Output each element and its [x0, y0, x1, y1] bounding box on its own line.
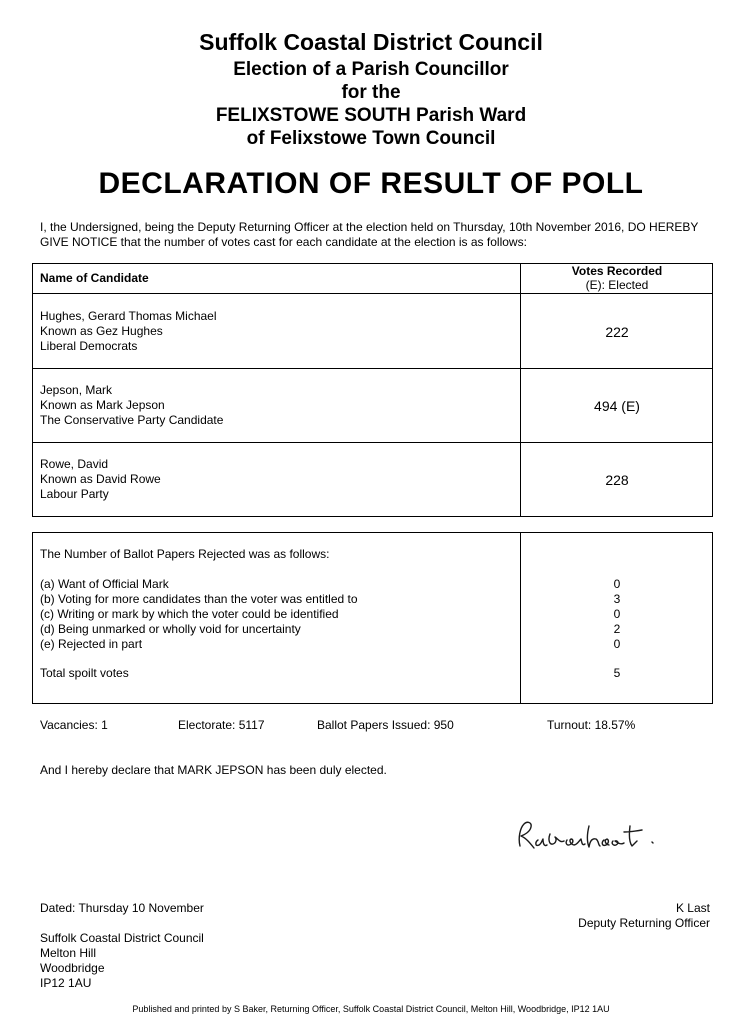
turnout: Turnout: 18.57%	[547, 718, 636, 732]
declaration-heading: DECLARATION OF RESULT OF POLL	[98, 167, 644, 200]
address-line: Suffolk Coastal District Council	[40, 931, 204, 945]
rejected-count: 0	[613, 607, 621, 621]
candidate-votes: 222	[605, 324, 629, 340]
rejected-reason: (d) Being unmarked or wholly void for uncertainty	[40, 622, 301, 636]
col-votes-subheader: (E): Elected	[585, 278, 649, 292]
dated: Dated: Thursday 10 November	[40, 901, 204, 915]
candidate-known-as: Known as Mark Jepson	[40, 398, 165, 412]
rejected-count: 2	[613, 622, 621, 636]
candidate-known-as: Known as Gez Hughes	[40, 324, 163, 338]
publication-footer: Published and printed by S Baker, Returning Officer, Suffolk Coastal District Council, Melton Hill, Woodbridge, IP12 1AU	[132, 1004, 610, 1014]
ward-name: FELIXSTOWE SOUTH Parish Ward	[215, 105, 527, 126]
election-for: for the	[341, 82, 401, 103]
officer-title: Deputy Returning Officer	[578, 916, 710, 930]
town-council: of Felixstowe Town Council	[246, 128, 496, 149]
rejected-count: 0	[613, 577, 621, 591]
election-title: Election of a Parish Councillor	[233, 59, 509, 80]
address-line: Woodbridge	[40, 961, 105, 975]
col-votes-header: Votes Recorded	[571, 264, 663, 278]
signature-text: K Last	[512, 812, 515, 813]
intro-notice: I, the Undersigned, being the Deputy Returning Officer at the election held on Thursday, 10th November 2016, DO HEREBY GIVE NOTICE that the number of votes cast for each candidate at the election is as follows:	[40, 220, 699, 249]
col-name-header: Name of Candidate	[40, 271, 149, 285]
candidate-name: Rowe, David	[40, 457, 109, 471]
candidate-known-as: Known as David Rowe	[40, 472, 161, 486]
rejected-count: 0	[613, 637, 621, 651]
officer-name: K Last	[675, 901, 710, 915]
total-spoilt-value: 5	[613, 666, 621, 680]
candidate-name: Jepson, Mark	[40, 383, 113, 397]
address-line: IP12 1AU	[40, 976, 92, 990]
rejected-reason: (c) Writing or mark by which the voter could be identified	[40, 607, 339, 621]
address-line: Melton Hill	[40, 946, 97, 960]
candidate-party: Labour Party	[40, 487, 109, 501]
rejected-heading: The Number of Ballot Papers Rejected was as follows:	[40, 547, 330, 561]
ballot-papers-issued: Ballot Papers Issued: 950	[317, 718, 454, 732]
candidate-party: The Conservative Party Candidate	[40, 413, 224, 427]
rejected-reason: (b) Voting for more candidates than the voter was entitled to	[40, 592, 358, 606]
total-spoilt-label: Total spoilt votes	[40, 666, 129, 680]
candidate-name: Hughes, Gerard Thomas Michael	[40, 309, 217, 323]
signature-icon	[512, 812, 702, 857]
rejected-reason: (a) Want of Official Mark	[40, 577, 169, 591]
candidate-votes: 494 (E)	[594, 398, 640, 414]
electorate: Electorate: 5117	[178, 718, 265, 732]
elected-declaration: And I hereby declare that MARK JEPSON has been duly elected.	[40, 763, 387, 777]
council-title: Suffolk Coastal District Council	[199, 29, 543, 55]
vacancies: Vacancies: 1	[40, 718, 108, 732]
candidate-party: Liberal Democrats	[40, 339, 138, 353]
rejected-count: 3	[613, 592, 621, 606]
candidate-votes: 228	[605, 472, 629, 488]
rejected-reason: (e) Rejected in part	[40, 637, 143, 651]
